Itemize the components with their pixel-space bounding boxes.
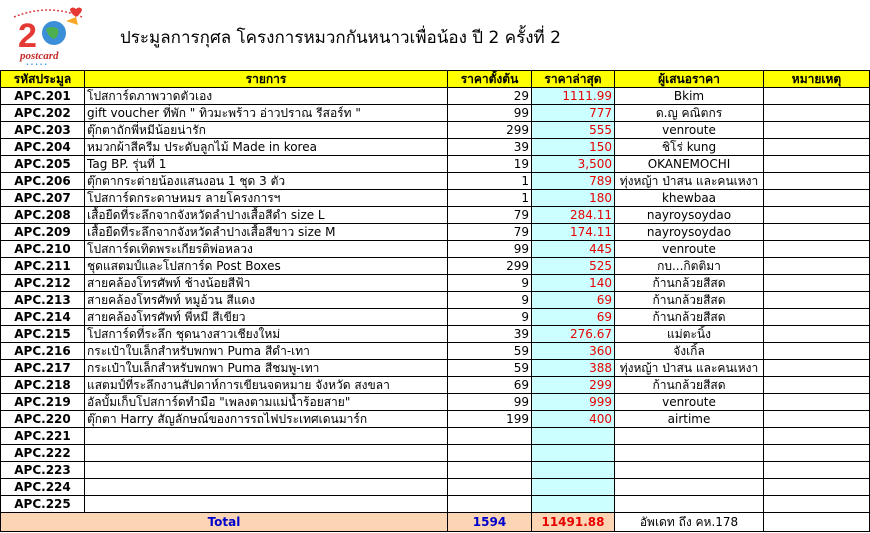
row-start-price[interactable]: 1 <box>448 173 532 190</box>
row-code[interactable]: APC.223 <box>1 462 85 479</box>
row-note[interactable] <box>764 411 870 428</box>
table-row <box>1 173 870 190</box>
row-code[interactable]: APC.213 <box>1 292 85 309</box>
row-latest-price[interactable]: 180 <box>532 190 615 207</box>
row-item[interactable]: อัลบั้มเก็บโปสการ์ดทำมือ "เพลงตามแม่น้ำร้อยสาย" <box>85 394 448 411</box>
row-bidder[interactable]: OKANEMOCHI <box>615 156 764 173</box>
row-latest-price[interactable] <box>532 496 615 513</box>
row-latest-price[interactable]: 150 <box>532 139 615 156</box>
row-bidder[interactable] <box>615 496 764 513</box>
row-start-price[interactable]: 19 <box>448 156 532 173</box>
row-bidder[interactable] <box>615 445 764 462</box>
row-code[interactable]: APC.203 <box>1 122 85 139</box>
row-item[interactable]: กระเป๋าใบเล็กสำหรับพกพา Puma สีดำ-เทา <box>85 343 448 360</box>
row-start-price[interactable]: 299 <box>448 258 532 275</box>
row-code[interactable]: APC.208 <box>1 207 85 224</box>
table-row <box>1 326 870 343</box>
row-note[interactable] <box>764 122 870 139</box>
table-row <box>1 496 870 513</box>
row-code[interactable]: APC.219 <box>1 394 85 411</box>
row-note[interactable] <box>764 428 870 445</box>
table-row <box>1 139 870 156</box>
row-start-price[interactable]: 99 <box>448 241 532 258</box>
row-note[interactable] <box>764 275 870 292</box>
row-start-price[interactable]: 69 <box>448 377 532 394</box>
row-bidder[interactable]: ก้านกล้วยสีสด <box>615 377 764 394</box>
row-bidder[interactable]: airtime <box>615 411 764 428</box>
row-note[interactable] <box>764 173 870 190</box>
row-code[interactable]: APC.224 <box>1 479 85 496</box>
row-bidder[interactable]: ด.ญ คณิตกร <box>615 105 764 122</box>
row-code[interactable]: APC.205 <box>1 156 85 173</box>
row-item[interactable]: แสตมป์ที่ระลึกงานสัปดาห์การเขียนจดหมาย จังหวัด สงขลา <box>85 377 448 394</box>
row-code[interactable]: APC.218 <box>1 377 85 394</box>
row-start-price[interactable] <box>448 428 532 445</box>
row-note[interactable] <box>764 360 870 377</box>
row-note[interactable] <box>764 207 870 224</box>
row-bidder[interactable] <box>615 462 764 479</box>
table-row <box>1 377 870 394</box>
row-latest-price[interactable]: 1111.99 <box>532 88 615 105</box>
table-row <box>1 309 870 326</box>
row-note[interactable] <box>764 343 870 360</box>
row-code[interactable]: APC.221 <box>1 428 85 445</box>
row-bidder[interactable]: ก้านกล้วยสีสด <box>615 275 764 292</box>
auction-table <box>0 70 870 532</box>
row-bidder[interactable]: แม่ตะนิ้ง <box>615 326 764 343</box>
table-row <box>1 360 870 377</box>
logo-number: 2 <box>18 17 37 55</box>
row-latest-price[interactable] <box>532 428 615 445</box>
row-note[interactable] <box>764 309 870 326</box>
row-note[interactable] <box>764 292 870 309</box>
row-item[interactable]: ตุ๊กตา Harry สัญลักษณ์ของการรถไฟประเทศเดนมาร์ก <box>85 411 448 428</box>
row-start-price[interactable]: 299 <box>448 122 532 139</box>
table-row <box>1 343 870 360</box>
postcard-logo <box>8 3 88 67</box>
row-code[interactable]: APC.220 <box>1 411 85 428</box>
row-bidder[interactable]: nayroysoydao <box>615 224 764 241</box>
row-bidder[interactable] <box>615 428 764 445</box>
table-row <box>1 105 870 122</box>
row-start-price[interactable]: 99 <box>448 394 532 411</box>
row-note[interactable] <box>764 105 870 122</box>
row-bidder[interactable]: ทุ่งหญ้า ป่าสน และคนเหงา <box>615 360 764 377</box>
col-header-note[interactable]: หมายเหตุ <box>764 71 870 88</box>
row-latest-price[interactable]: 525 <box>532 258 615 275</box>
row-note[interactable] <box>764 394 870 411</box>
col-header-latest-price[interactable]: ราคาล่าสุด <box>532 71 615 88</box>
total-row <box>1 513 870 532</box>
row-note[interactable] <box>764 224 870 241</box>
page-title: ประมูลการกุศล โครงการหมวกกันหนาวเพื่อน้อง ปี 2 ครั้งที่ 2 <box>120 28 561 48</box>
row-item[interactable]: ตุ๊กตาถักพี่หมีน้อยน่ารัก <box>85 122 448 139</box>
row-bidder[interactable]: กบ...กิตติมา <box>615 258 764 275</box>
row-start-price[interactable]: 59 <box>448 343 532 360</box>
row-item[interactable]: เสื้อยืดที่ระลึกจากจังหวัดลำปางเสื้อสีดำ size L <box>85 207 448 224</box>
row-item[interactable]: โปสการ์ดที่ระลึก ชุดนางสาวเชียงใหม่ <box>85 326 448 343</box>
row-latest-price[interactable]: 299 <box>532 377 615 394</box>
row-note[interactable] <box>764 462 870 479</box>
row-start-price[interactable]: 59 <box>448 360 532 377</box>
table-row <box>1 394 870 411</box>
row-latest-price[interactable]: 140 <box>532 275 615 292</box>
row-note[interactable] <box>764 326 870 343</box>
row-note[interactable] <box>764 258 870 275</box>
row-code[interactable]: APC.212 <box>1 275 85 292</box>
row-code[interactable]: APC.209 <box>1 224 85 241</box>
table-row <box>1 428 870 445</box>
row-start-price[interactable]: 39 <box>448 326 532 343</box>
row-item[interactable]: gift voucher ที่พัก " ทิวมะพร้าว อ่าวปราณ รีสอร์ท " <box>85 105 448 122</box>
row-item[interactable]: เสื้อยืดที่ระลึกจากจังหวัดลำปางเสื้อสีขาว size M <box>85 224 448 241</box>
row-start-price[interactable]: 79 <box>448 224 532 241</box>
row-start-price[interactable]: 9 <box>448 309 532 326</box>
row-start-price[interactable] <box>448 496 532 513</box>
row-start-price[interactable]: 1 <box>448 190 532 207</box>
col-header-code[interactable]: รหัสประมูล <box>1 71 85 88</box>
row-latest-price[interactable]: 284.11 <box>532 207 615 224</box>
row-start-price[interactable]: 99 <box>448 105 532 122</box>
table-row <box>1 479 870 496</box>
row-bidder[interactable]: Bkim <box>615 88 764 105</box>
table-row <box>1 207 870 224</box>
table-row <box>1 258 870 275</box>
row-code[interactable]: APC.207 <box>1 190 85 207</box>
total-note-cell[interactable] <box>764 513 870 532</box>
row-item[interactable]: สายคล้องโทรศัพท์ พี่หมี สีเขียว <box>85 309 448 326</box>
row-item[interactable]: โปสการ์ดภาพวาดตัวเอง <box>85 88 448 105</box>
row-item[interactable]: โปสการ์ดกระดาษหมร ลายโครงการฯ <box>85 190 448 207</box>
total-start-price[interactable]: 1594 <box>448 513 532 532</box>
row-code[interactable]: APC.217 <box>1 360 85 377</box>
row-start-price[interactable]: 9 <box>448 292 532 309</box>
table-row <box>1 411 870 428</box>
update-note[interactable]: อัพเดท ถึง คห.178 <box>615 513 764 532</box>
row-latest-price[interactable]: 388 <box>532 360 615 377</box>
row-latest-price[interactable] <box>532 445 615 462</box>
row-start-price[interactable]: 29 <box>448 88 532 105</box>
logo-text: postcard <box>20 50 59 62</box>
row-latest-price[interactable]: 445 <box>532 241 615 258</box>
row-bidder[interactable]: ทุ่งหญ้า ป่าสน และคนเหงา <box>615 173 764 190</box>
row-item[interactable]: ชุดแสตมป์และโปสการ์ด Post Boxes <box>85 258 448 275</box>
row-latest-price[interactable]: 276.67 <box>532 326 615 343</box>
row-bidder[interactable]: ชิโร่ kung <box>615 139 764 156</box>
table-row <box>1 241 870 258</box>
header-row <box>1 71 870 88</box>
row-bidder[interactable] <box>615 479 764 496</box>
row-item[interactable]: สายคล้องโทรศัพท์ หมูอ้วน สีแดง <box>85 292 448 309</box>
row-latest-price[interactable]: 69 <box>532 292 615 309</box>
row-start-price[interactable]: 9 <box>448 275 532 292</box>
row-latest-price[interactable]: 789 <box>532 173 615 190</box>
table-row <box>1 156 870 173</box>
row-start-price[interactable] <box>448 479 532 496</box>
row-note[interactable] <box>764 377 870 394</box>
row-item[interactable]: สายคล้องโทรศัพท์ ช้างน้อยสีฟ้า <box>85 275 448 292</box>
row-latest-price[interactable] <box>532 479 615 496</box>
row-start-price[interactable] <box>448 445 532 462</box>
row-latest-price[interactable] <box>532 462 615 479</box>
row-code[interactable]: APC.215 <box>1 326 85 343</box>
row-code[interactable]: APC.222 <box>1 445 85 462</box>
row-bidder[interactable]: nayroysoydao <box>615 207 764 224</box>
total-latest-price[interactable]: 11491.88 <box>532 513 615 532</box>
row-code[interactable]: APC.201 <box>1 88 85 105</box>
row-code[interactable]: APC.214 <box>1 309 85 326</box>
row-item[interactable]: กระเป๋าใบเล็กสำหรับพกพา Puma สีชมพู-เทา <box>85 360 448 377</box>
col-header-item[interactable]: รายการ <box>85 71 448 88</box>
row-bidder[interactable]: venroute <box>615 122 764 139</box>
table-row <box>1 275 870 292</box>
row-item[interactable]: ตุ๊กตากระต่ายน้องแสนงอน 1 ชุด 3 ตัว <box>85 173 448 190</box>
row-item[interactable]: Tag BP. รุ่นที่ 1 <box>85 156 448 173</box>
col-header-start-price[interactable]: ราคาตั้งต้น <box>448 71 532 88</box>
row-latest-price[interactable]: 3,500 <box>532 156 615 173</box>
row-note[interactable] <box>764 139 870 156</box>
row-item[interactable] <box>85 428 448 445</box>
row-note[interactable] <box>764 190 870 207</box>
row-bidder[interactable]: ก้านกล้วยสีสด <box>615 292 764 309</box>
row-bidder[interactable]: จังเกิ้ล <box>615 343 764 360</box>
table-row <box>1 292 870 309</box>
row-latest-price[interactable]: 400 <box>532 411 615 428</box>
row-start-price[interactable]: 199 <box>448 411 532 428</box>
row-latest-price[interactable]: 69 <box>532 309 615 326</box>
row-note[interactable] <box>764 445 870 462</box>
row-note[interactable] <box>764 496 870 513</box>
svg-text:• • • • •: • • • • • <box>26 62 48 67</box>
row-latest-price[interactable]: 999 <box>532 394 615 411</box>
row-note[interactable] <box>764 241 870 258</box>
row-code[interactable]: APC.206 <box>1 173 85 190</box>
row-item[interactable]: โปสการ์ดเทิดพระเกียรติพ่อหลวง <box>85 241 448 258</box>
row-code[interactable]: APC.202 <box>1 105 85 122</box>
row-item[interactable] <box>85 462 448 479</box>
sheet-header <box>0 0 870 70</box>
table-row <box>1 190 870 207</box>
row-start-price[interactable]: 79 <box>448 207 532 224</box>
row-latest-price[interactable]: 555 <box>532 122 615 139</box>
table-row <box>1 88 870 105</box>
row-latest-price[interactable]: 174.11 <box>532 224 615 241</box>
row-bidder[interactable]: venroute <box>615 394 764 411</box>
row-bidder[interactable]: venroute <box>615 241 764 258</box>
col-header-bidder[interactable]: ผู้เสนอราคา <box>615 71 764 88</box>
row-item[interactable] <box>85 479 448 496</box>
row-item[interactable]: หมวกผ้าสีครีม ประดับลูกไม้ Made in korea <box>85 139 448 156</box>
row-start-price[interactable] <box>448 462 532 479</box>
row-code[interactable]: APC.211 <box>1 258 85 275</box>
table-row <box>1 462 870 479</box>
row-code[interactable]: APC.216 <box>1 343 85 360</box>
table-row <box>1 224 870 241</box>
row-start-price[interactable]: 39 <box>448 139 532 156</box>
row-latest-price[interactable]: 360 <box>532 343 615 360</box>
row-bidder[interactable]: khewbaa <box>615 190 764 207</box>
table-row <box>1 122 870 139</box>
total-label[interactable]: Total <box>1 513 448 532</box>
table-row <box>1 445 870 462</box>
row-bidder[interactable]: ก้านกล้วยสีสด <box>615 309 764 326</box>
row-note[interactable] <box>764 479 870 496</box>
row-code[interactable]: APC.225 <box>1 496 85 513</box>
row-code[interactable]: APC.210 <box>1 241 85 258</box>
row-note[interactable] <box>764 88 870 105</box>
row-latest-price[interactable]: 777 <box>532 105 615 122</box>
row-note[interactable] <box>764 156 870 173</box>
row-code[interactable]: APC.204 <box>1 139 85 156</box>
row-item[interactable] <box>85 496 448 513</box>
row-item[interactable] <box>85 445 448 462</box>
